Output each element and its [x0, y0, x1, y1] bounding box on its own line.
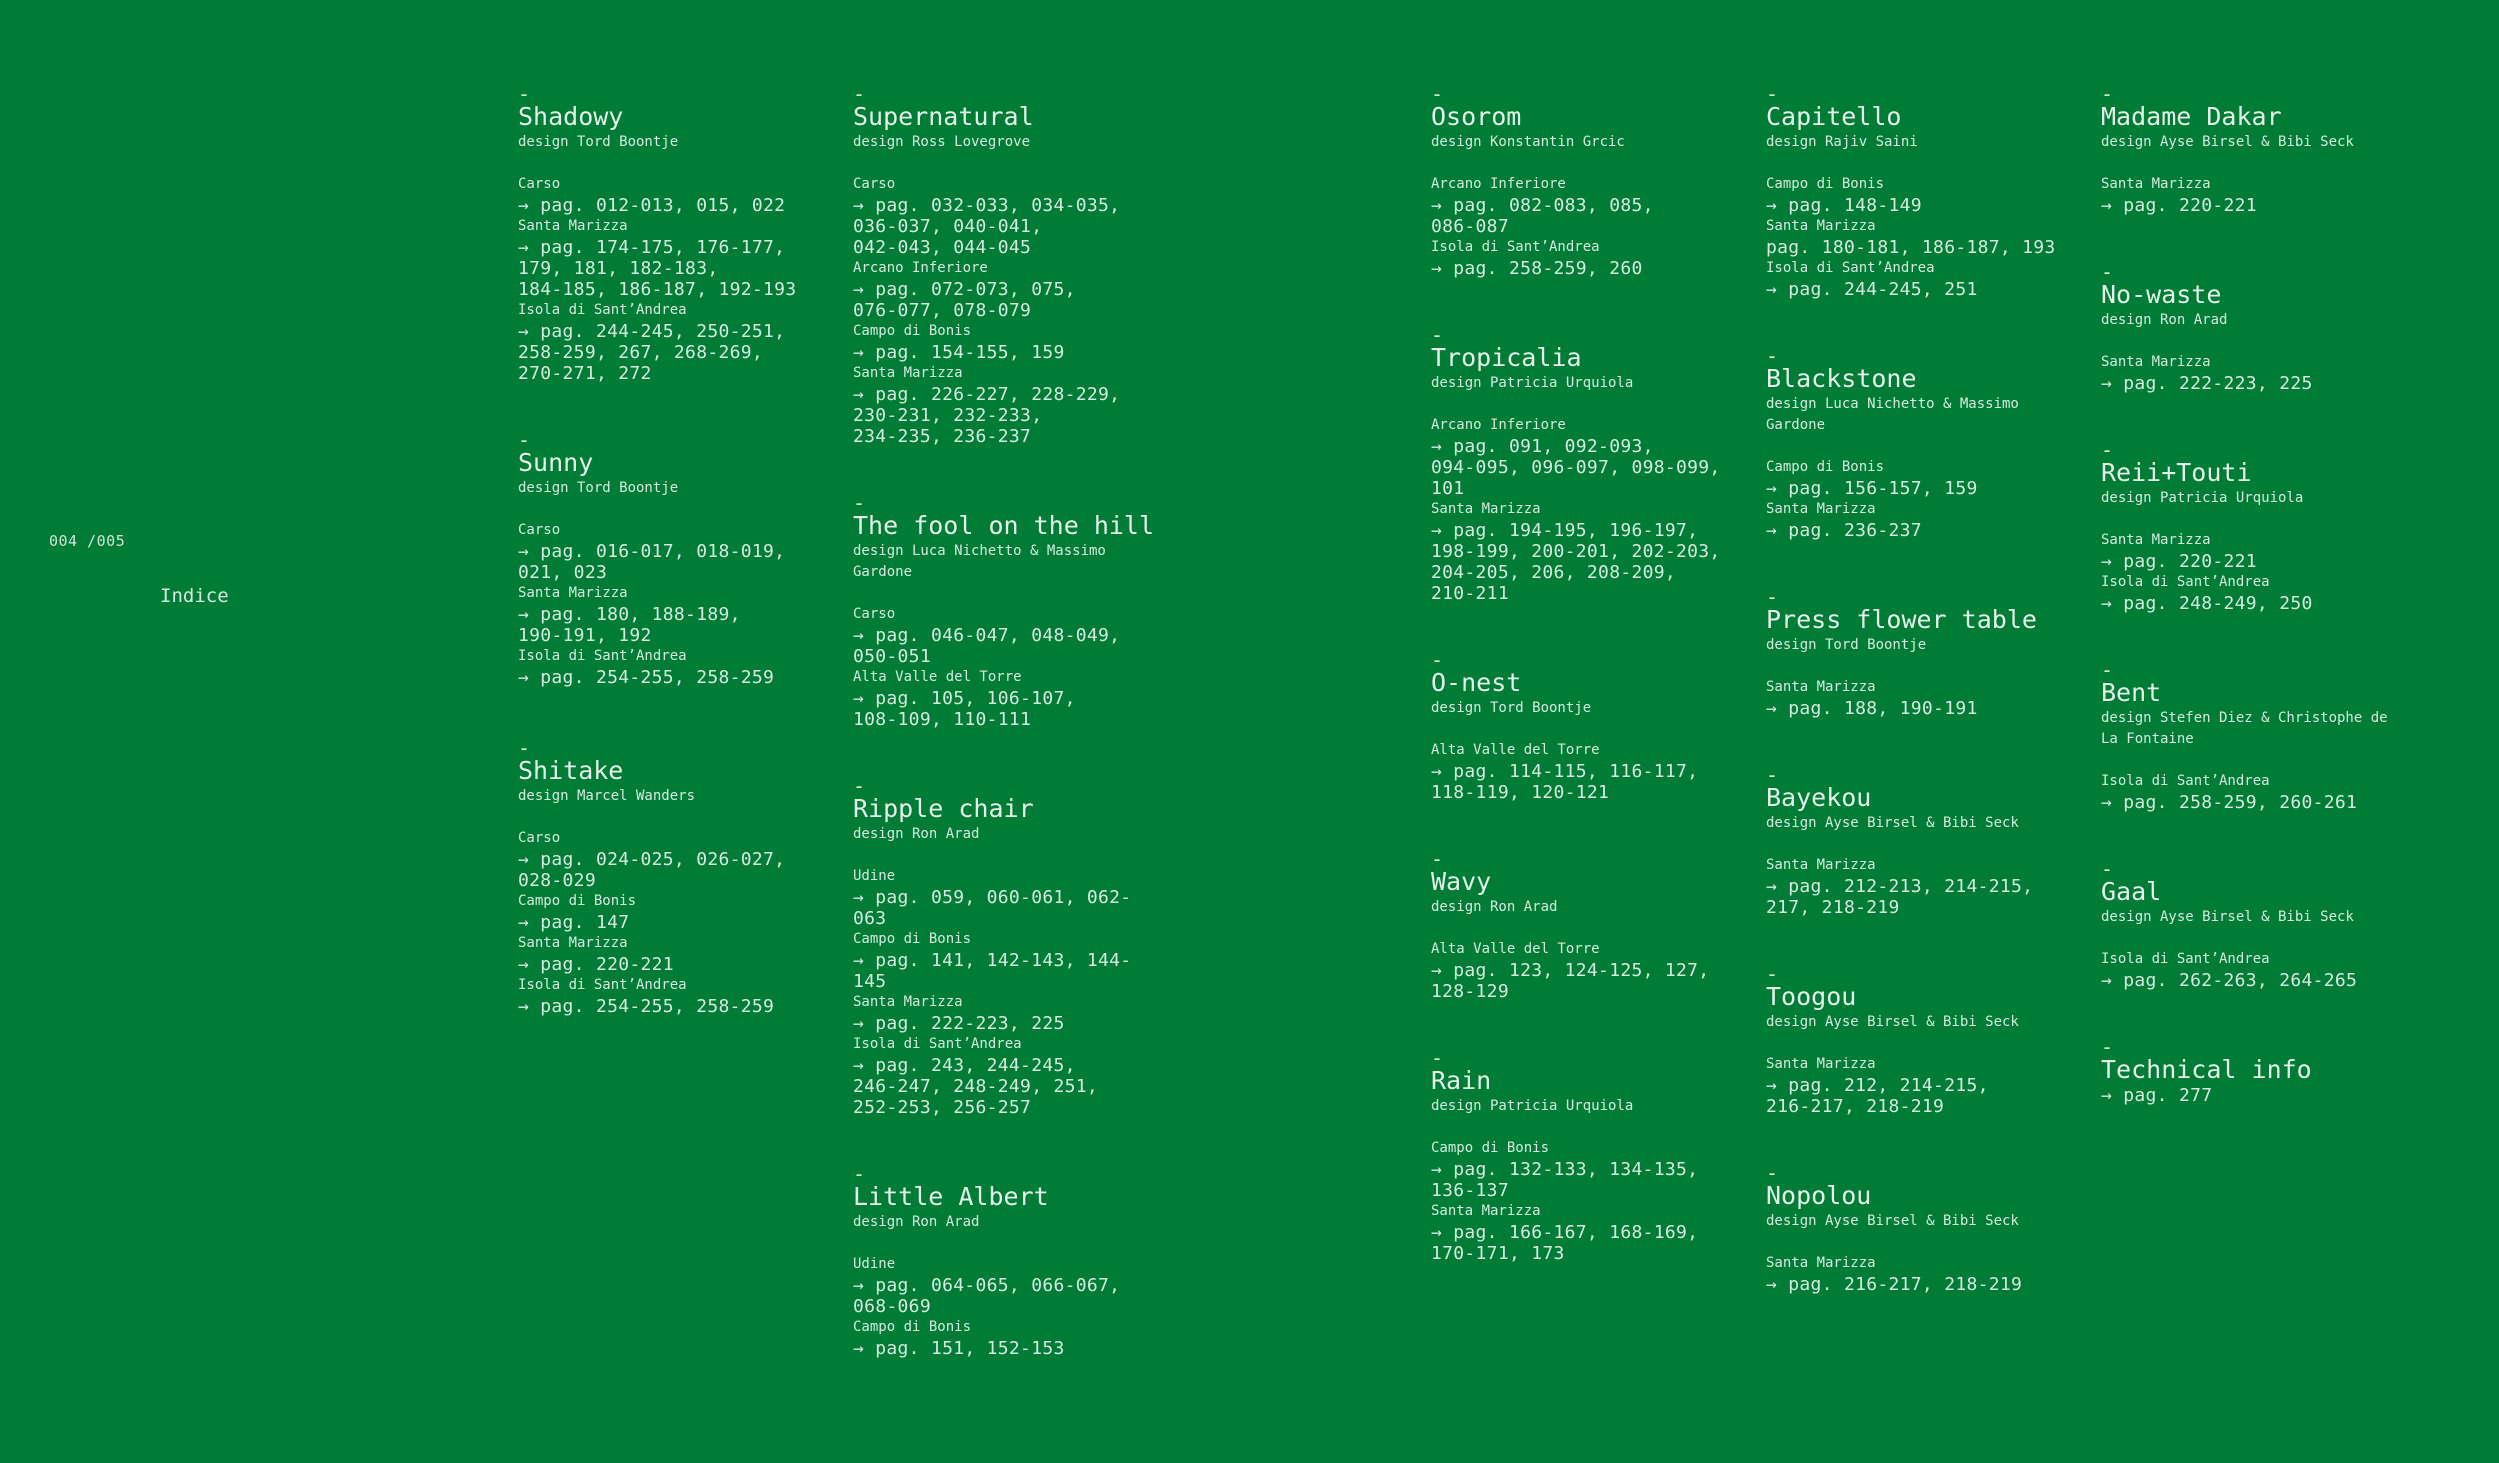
index-entry — [518, 428, 828, 688]
location-name: Santa Marizza — [853, 994, 963, 1010]
page-reference: → pag. 114-115, 116-117, — [1431, 761, 1699, 782]
page-reference: → pag. 141, 142-143, 144-145 — [853, 950, 1132, 992]
index-entry — [2101, 857, 2411, 991]
index-entry — [1431, 82, 1741, 279]
index-entry — [1766, 585, 2076, 719]
designer-credit: design Ayse Birsel & Bibi Seck — [1766, 1014, 2019, 1030]
entry-dash: - — [1431, 82, 1444, 106]
location-name: Campo di Bonis — [853, 1319, 972, 1335]
page-reference: → pag. 244-245, 250-251, — [518, 321, 786, 342]
entry-dash: - — [1766, 962, 1779, 986]
designer-credit: design Luca Nichetto & Massimo Gardone — [1766, 396, 2019, 433]
location-name: Carso — [518, 176, 561, 192]
page-reference: → pag. 180, 188-189, — [518, 604, 741, 625]
page-reference: 230-231, 232-233, — [853, 405, 1043, 426]
page-reference: 076-077, 078-079 — [853, 300, 1032, 321]
location-list — [518, 828, 828, 1017]
location-list — [853, 174, 1163, 447]
entry-dash: - — [2101, 260, 2114, 284]
page-reference: → pag. 216-217, 218-219 — [1766, 1274, 2023, 1295]
product-name: Shitake — [518, 756, 624, 785]
designer-credit: design Tord Boontje — [518, 480, 679, 496]
index-entry — [1766, 763, 2076, 918]
designer-credit: design Patricia Urquiola — [1431, 1098, 1634, 1114]
page-reference: 136-137 — [1431, 1180, 1509, 1201]
location-name: Campo di Bonis — [1431, 1140, 1550, 1156]
location-name: Isola di Sant’Andrea — [2101, 951, 2270, 967]
entry-dash: - — [2101, 82, 2114, 106]
location-list — [2101, 174, 2411, 216]
location-name: Udine — [853, 1256, 896, 1272]
location-name: Carso — [853, 176, 896, 192]
location-list — [2101, 530, 2411, 614]
entry-dash: - — [2101, 1035, 2114, 1059]
page-reference: → pag. 248-249, 250 — [2101, 593, 2313, 614]
product-name: Rain — [1431, 1066, 1492, 1095]
page-reference: → pag. 132-133, 134-135, — [1431, 1159, 1699, 1180]
page-reference: → pag. 024-025, 026-027, — [518, 849, 786, 870]
page-reference: → pag. 105, 106-107, — [853, 688, 1076, 709]
designer-credit: design Rajiv Saini — [1766, 134, 1918, 150]
product-name: Nopolou — [1766, 1181, 1872, 1210]
page-reference: → pag. 148-149 — [1766, 195, 1922, 216]
location-list — [518, 174, 828, 384]
index-entry — [1431, 323, 1741, 604]
index-entry — [1766, 344, 2076, 541]
location-list — [1431, 174, 1741, 279]
location-name: Santa Marizza — [518, 218, 628, 234]
designer-credit: design Marcel Wanders — [518, 788, 696, 804]
page-folio: 004 /005 — [49, 532, 126, 550]
page-reference: pag. 180-181, 186-187, 193 — [1766, 237, 2056, 258]
index-column-3 — [1431, 82, 1741, 1312]
page-reference: → pag. 016-017, 018-019, — [518, 541, 786, 562]
index-entry — [853, 1162, 1163, 1359]
index-column-4 — [1766, 82, 2076, 1343]
location-name: Santa Marizza — [2101, 176, 2211, 192]
page-reference: 128-129 — [1431, 981, 1509, 1002]
location-name: Campo di Bonis — [1766, 459, 1885, 475]
location-name: Alta Valle del Torre — [853, 669, 1022, 685]
entry-dash: - — [2101, 658, 2114, 682]
page-title: Indice — [160, 585, 229, 607]
index-entry — [1431, 847, 1741, 1002]
location-name: Santa Marizza — [518, 585, 628, 601]
location-name: Isola di Sant’Andrea — [1766, 260, 1935, 276]
entry-dash: - — [1766, 344, 1779, 368]
index-entry — [1766, 1161, 2076, 1295]
location-list — [1431, 415, 1741, 604]
page-reference: → pag. 222-223, 225 — [2101, 373, 2313, 394]
location-list — [2101, 352, 2411, 394]
product-name: Blackstone — [1766, 364, 1917, 393]
index-entry — [2101, 260, 2411, 394]
page-reference: 118-119, 120-121 — [1431, 782, 1610, 803]
product-name: Supernatural — [853, 102, 1034, 131]
location-name: Carso — [853, 606, 896, 622]
location-name: Arcano Inferiore — [853, 260, 988, 276]
designer-credit: design Ron Arad — [853, 1214, 980, 1230]
page-reference: 198-199, 200-201, 202-203, — [1431, 541, 1721, 562]
page-reference: → pag. 254-255, 258-259 — [518, 996, 775, 1017]
page-reference: → pag. 262-263, 264-265 — [2101, 970, 2358, 991]
entry-dash: - — [853, 774, 866, 798]
index-entry — [1766, 962, 2076, 1117]
product-name: Madame Dakar — [2101, 102, 2282, 131]
page-reference: 190-191, 192 — [518, 625, 652, 646]
page-reference: → pag. 220-221 — [518, 954, 674, 975]
page-reference: 028-029 — [518, 870, 596, 891]
location-name: Santa Marizza — [2101, 354, 2211, 370]
location-name: Campo di Bonis — [853, 323, 972, 339]
entry-dash: - — [1766, 1161, 1779, 1185]
designer-credit: design Patricia Urquiola — [2101, 490, 2304, 506]
location-list — [1766, 855, 2076, 918]
location-name: Carso — [518, 522, 561, 538]
location-list — [518, 520, 828, 688]
location-list — [1766, 1054, 2076, 1117]
page-reference: → pag. 064-065, 066-067, — [853, 1275, 1121, 1296]
designer-credit: design Luca Nichetto & Massimo Gardone — [853, 543, 1106, 580]
index-entry — [1766, 82, 2076, 300]
location-name: Isola di Sant’Andrea — [518, 648, 687, 664]
designer-credit: design Tord Boontje — [1766, 637, 1927, 653]
product-name: Ripple chair — [853, 794, 1034, 823]
location-list — [1431, 740, 1741, 803]
location-list — [2101, 1085, 2411, 1106]
page-reference: → pag. 226-227, 228-229, — [853, 384, 1121, 405]
entry-dash: - — [1431, 648, 1444, 672]
page-reference: → pag. 156-157, 159 — [1766, 478, 1978, 499]
page-reference: 021, 023 — [518, 562, 608, 583]
index-column-1 — [518, 82, 828, 1065]
entry-dash: - — [2101, 857, 2114, 881]
page-reference: → pag. 258-259, 260 — [1431, 258, 1643, 279]
entry-dash: - — [518, 428, 531, 452]
entry-dash: - — [853, 82, 866, 106]
page-reference: → pag. 123, 124-125, 127, — [1431, 960, 1710, 981]
location-name: Isola di Sant’Andrea — [853, 1036, 1022, 1052]
product-name: Bent — [2101, 678, 2162, 707]
location-name: Isola di Sant’Andrea — [1431, 239, 1600, 255]
entry-dash: - — [1766, 763, 1779, 787]
location-list — [1431, 939, 1741, 1002]
location-name: Santa Marizza — [1431, 501, 1541, 517]
page-reference: → pag. 174-175, 176-177, — [518, 237, 786, 258]
page-reference: → pag. 258-259, 260-261 — [2101, 792, 2358, 813]
page-reference: 179, 181, 182-183, — [518, 258, 719, 279]
location-name: Alta Valle del Torre — [1431, 941, 1600, 957]
designer-credit: design Ayse Birsel & Bibi Seck — [1766, 815, 2019, 831]
index-entry — [518, 736, 828, 1017]
product-name: Bayekou — [1766, 783, 1872, 812]
page-reference: → pag. 212, 214-215, — [1766, 1075, 1989, 1096]
product-name: O-nest — [1431, 668, 1522, 697]
location-list — [2101, 949, 2411, 991]
location-name: Campo di Bonis — [1766, 176, 1885, 192]
designer-credit: design Ross Lovegrove — [853, 134, 1031, 150]
designer-credit: design Tord Boontje — [1431, 700, 1592, 716]
product-name: No-waste — [2101, 280, 2222, 309]
location-name: Arcano Inferiore — [1431, 417, 1566, 433]
index-entry — [518, 82, 828, 384]
page-reference: → pag. 236-237 — [1766, 520, 1922, 541]
designer-credit: design Stefen Diez & Christophe de La Fontaine — [2101, 710, 2388, 747]
location-list — [853, 604, 1163, 730]
product-name: Toogou — [1766, 982, 1857, 1011]
entry-dash: - — [518, 82, 531, 106]
location-name: Campo di Bonis — [518, 893, 637, 909]
location-name: Santa Marizza — [1766, 679, 1876, 695]
page-reference: → pag. 046-047, 048-049, — [853, 625, 1121, 646]
designer-credit: design Ron Arad — [2101, 312, 2228, 328]
location-name: Isola di Sant’Andrea — [2101, 574, 2270, 590]
index-entry — [2101, 658, 2411, 813]
location-name: Santa Marizza — [518, 935, 628, 951]
entry-dash: - — [1766, 82, 1779, 106]
page-reference: 094-095, 096-097, 098-099, — [1431, 457, 1721, 478]
location-name: Santa Marizza — [1766, 1255, 1876, 1271]
page-reference: → pag. 254-255, 258-259 — [518, 667, 775, 688]
location-name: Isola di Sant’Andrea — [2101, 773, 2270, 789]
product-name: The fool on the hill — [853, 511, 1155, 540]
page-reference: 036-037, 040-041, — [853, 216, 1043, 237]
designer-credit: design Ayse Birsel & Bibi Seck — [2101, 909, 2354, 925]
designer-credit: design Ayse Birsel & Bibi Seck — [2101, 134, 2354, 150]
location-list — [1766, 677, 2076, 719]
index-entry — [2101, 82, 2411, 216]
page-reference: → pag. 194-195, 196-197, — [1431, 520, 1699, 541]
entry-dash: - — [1431, 323, 1444, 347]
page-reference: 170-171, 173 — [1431, 1243, 1565, 1264]
location-name: Alta Valle del Torre — [1431, 742, 1600, 758]
entry-dash: - — [1431, 1046, 1444, 1070]
page-reference: → pag. 012-013, 015, 022 — [518, 195, 786, 216]
page-reference: → pag. 154-155, 159 — [853, 342, 1065, 363]
entry-dash: - — [853, 1162, 866, 1186]
index-entry — [1431, 1046, 1741, 1264]
page-reference: → pag. 212-213, 214-215, — [1766, 876, 2034, 897]
location-name: Santa Marizza — [1766, 1056, 1876, 1072]
page-reference: 204-205, 206, 208-209, — [1431, 562, 1677, 583]
index-column-5 — [2101, 82, 2411, 1154]
page-reference: 042-043, 044-045 — [853, 237, 1032, 258]
page-reference: → pag. 244-245, 251 — [1766, 279, 1978, 300]
entry-dash: - — [1766, 585, 1779, 609]
designer-credit: design Patricia Urquiola — [1431, 375, 1634, 391]
page-reference: 216-217, 218-219 — [1766, 1096, 1945, 1117]
location-list — [1766, 457, 2076, 541]
page-reference: 108-109, 110-111 — [853, 709, 1032, 730]
product-name: Press flower table — [1766, 605, 2037, 634]
product-name: Sunny — [518, 448, 594, 477]
entry-dash: - — [518, 736, 531, 760]
location-name: Isola di Sant’Andrea — [518, 302, 687, 318]
designer-credit: design Ayse Birsel & Bibi Seck — [1766, 1213, 2019, 1229]
page-reference: 184-185, 186-187, 192-193 — [518, 279, 797, 300]
page-reference: → pag. 243, 244-245, — [853, 1055, 1076, 1076]
page-reference: → pag. 188, 190-191 — [1766, 698, 1978, 719]
page-reference: → pag. 277 — [2101, 1085, 2213, 1106]
location-name: Santa Marizza — [2101, 532, 2211, 548]
location-name: Santa Marizza — [853, 365, 963, 381]
page-reference: 217, 218-219 — [1766, 897, 1900, 918]
location-list — [853, 1254, 1163, 1359]
location-name: Isola di Sant’Andrea — [518, 977, 687, 993]
page-reference: 086-087 — [1431, 216, 1509, 237]
designer-credit: design Tord Boontje — [518, 134, 679, 150]
index-entry — [853, 82, 1163, 447]
product-name: Osorom — [1431, 102, 1522, 131]
page-reference: → pag. 147 — [518, 912, 630, 933]
location-name: Santa Marizza — [1766, 857, 1876, 873]
product-name: Reii+Touti — [2101, 458, 2252, 487]
entry-dash: - — [853, 491, 866, 515]
product-name: Gaal — [2101, 877, 2162, 906]
entry-dash: - — [2101, 438, 2114, 462]
product-name: Capitello — [1766, 102, 1902, 131]
spread-gutter — [1249, 0, 1250, 1463]
page-reference: 270-271, 272 — [518, 363, 652, 384]
page-reference: 101 — [1431, 478, 1465, 499]
page-reference: → pag. 222-223, 225 — [853, 1013, 1065, 1034]
product-name: Shadowy — [518, 102, 624, 131]
location-name: Santa Marizza — [1431, 1203, 1541, 1219]
page-reference: → pag. 220-221 — [2101, 551, 2257, 572]
index-entry — [2101, 438, 2411, 614]
location-list — [1766, 1253, 2076, 1295]
location-name: Arcano Inferiore — [1431, 176, 1566, 192]
index-column-2 — [853, 82, 1163, 1407]
index-entry — [853, 774, 1163, 1118]
page-reference: → pag. 091, 092-093, — [1431, 436, 1654, 457]
entry-dash: - — [1431, 847, 1444, 871]
location-list — [853, 866, 1163, 1118]
location-name: Santa Marizza — [1766, 218, 1876, 234]
page-reference: 252-253, 256-257 — [853, 1097, 1032, 1118]
index-entry — [2101, 1035, 2411, 1106]
page-reference: → pag. 166-167, 168-169, — [1431, 1222, 1699, 1243]
page-reference: → pag. 220-221 — [2101, 195, 2257, 216]
location-name: Campo di Bonis — [853, 931, 972, 947]
location-list — [1431, 1138, 1741, 1264]
designer-credit: design Konstantin Grcic — [1431, 134, 1625, 150]
location-name: Carso — [518, 830, 561, 846]
page-reference: 068-069 — [853, 1296, 931, 1317]
page-reference: 210-211 — [1431, 583, 1509, 604]
product-name: Little Albert — [853, 1182, 1049, 1211]
page-reference: → pag. 032-033, 034-035, — [853, 195, 1121, 216]
page-reference: → pag. 059, 060-061, 062-063 — [853, 887, 1132, 929]
location-name: Santa Marizza — [1766, 501, 1876, 517]
page-reference: 246-247, 248-249, 251, — [853, 1076, 1099, 1097]
location-list — [2101, 771, 2411, 813]
product-name: Tropicalia — [1431, 343, 1582, 372]
product-name: Wavy — [1431, 867, 1492, 896]
index-entry — [1431, 648, 1741, 803]
product-name: Technical info — [2101, 1055, 2312, 1084]
page-reference: → pag. 151, 152-153 — [853, 1338, 1065, 1359]
page-reference: 234-235, 236-237 — [853, 426, 1032, 447]
designer-credit: design Ron Arad — [853, 826, 980, 842]
designer-credit: design Ron Arad — [1431, 899, 1558, 915]
index-entry — [853, 491, 1163, 730]
location-name: Udine — [853, 868, 896, 884]
page-reference: 258-259, 267, 268-269, — [518, 342, 764, 363]
page-reference: → pag. 082-083, 085, — [1431, 195, 1654, 216]
location-list — [1766, 174, 2076, 300]
page-reference: 050-051 — [853, 646, 931, 667]
page-reference: → pag. 072-073, 075, — [853, 279, 1076, 300]
